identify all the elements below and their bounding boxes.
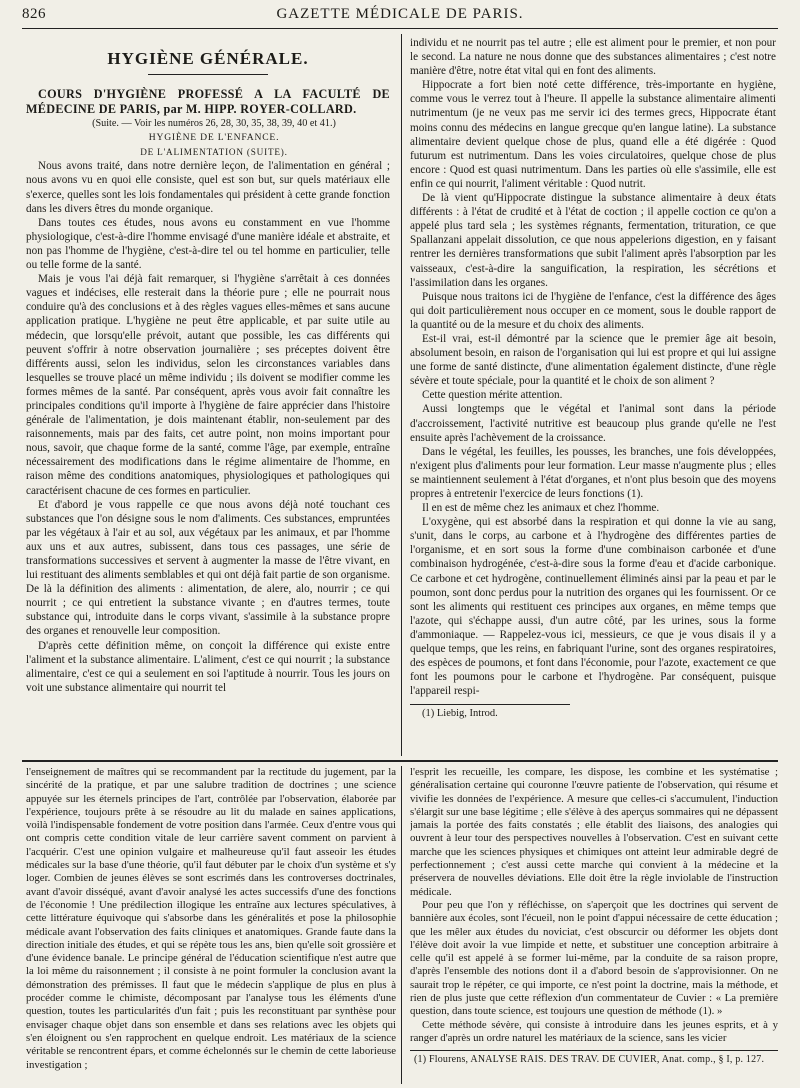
left-paragraph: Nous avons traité, dans notre dernière leçon, de l'alimentation en général ; nous avons vu en quoi elle consiste, quel est son but, sur quels matériaux elle s'exerce, quelles sont les lois fondamentales qui président à cette grande fonction dans les divers êtres du monde organique. (26, 160, 390, 215)
feuilleton-divider (22, 760, 778, 762)
header-rule (22, 28, 778, 29)
feuilleton-paragraph: Pour peu que l'on y réfléchisse, on s'aperçoit que les doctrines qui servent de bannière aux écoles, sont l'écueil, non le point d'appui nécessaire de cette éducation ; que les mêler aux études du noviciat, c'est obscurcir ou déformer les objets dont l'élève doit avoir la vue limpide et nette, et substituer une conception arbitraire à celle qu'il est appelé à se former lui-même, par la conduite de sa raison propre, d'après l'ensemble des notions dont il a d'abord besoin de s'approvisionner. On ne saurait trop le répéter, ce qui importe, ce n'est point la doctrine, mais la méthode, et rien de plus juste que cette réflexion d'un commentateur de Cuvier : « La première question, dans toute science, est toujours une question de méthode (1). » (410, 898, 778, 1018)
right-paragraph: Dans le végétal, les feuilles, les pousses, les branches, une fois développées, n'exigent plus d'aliments pour leur formation. Leur masse n'augmente plus ; elles se maintiennent seulement à l'état d'organes, et n'ont plus besoin que des moyens propres à entretenir l'exercice de leurs fonctions (1). (410, 445, 776, 500)
feuilleton-paragraph: l'enseignement de maîtres qui se recommandent par la rectitude du jugement, par la sincérité de la pratique, et par une salubre tradition de doctrines ; une science appuyée sur les éternels principes de l'art, contrôlée par l'observation, élaborée par l'expérience, toujours prête à se résoudre au lit du malade en saines applications, voilà l'indispensable fondement de votre position dans l'armée. Ceux d'entre vous qui ont compris cette condition vitale de leur carrière savent comment on parvient à l'acquérir. C'est une opinion vulgaire et malheureuse qu'il faut asseoir les études médicales sur la base d'une théorie, qu'il faut débuter par le choix d'un système et s'y loger. Combien de jeunes élèves se sont escrimés dans les controverses doctrinales, avant d'avoir disséqué, avant d'avoir analysé les actes successifs d'une des fonctions de l'économie ! Une prédilection illogique les entraîne aux lectures spéculatives, à cette littérature équivoque qui s'absorbe dans les généralités et pose la philosophie médicale avant l'observation des faits cliniques et anatomiques. Grande faute dans la direction initiale des études, et qui se répète tous les ans, bien qu'elle soit grossière et d'une évidence banale. Le principe général de l'éducation scientifique n'est autre que la loi même du raisonnement ; il consiste à ne point formuler la conclusion avant la démonstration des prémisses. Il faut que le médecin s'applique de plus en plus à procéder comme le chimiste, décomposant par l'analyse tous les éléments d'une question, toutes les particularités d'un fait ; puis les reconstituant par synthèse pour envisager chaque objet dans son ensemble et dans ses relations avec les objets qui s'en éloignent ou s'en rapprochent en quelque endroit. Les matériaux de la science véritable se rencontrent épars, et comme échelonnés sur le chemin de cette laborieuse investigation ; (26, 766, 396, 1071)
subheading-enfance: HYGIÈNE DE L'ENFANCE. (148, 132, 280, 144)
right-paragraph: Aussi longtemps que le végétal et l'animal sont dans la période d'accroissement, l'activité nutritive est beaucoup plus grande qu'elle ne l'est ensuite après l'achèvement de la croissance. (410, 403, 776, 444)
feuilleton-left-column (26, 766, 396, 1084)
right-paragraph: Hippocrate a fort bien noté cette différence, très-importante en hygiène, comme vous le verrez tout à l'heure. Il appelle la substance alimentaire alimenti nutrimentum (je ne veux pas me servir ici des termes grecs, Hippocrate étant moins connu des médecins en langue grecque qu'en langue latine). La substance alimentaire devient quelque chose de plus, quand elle a été digérée : Quod futurum est nutrimentum. Dans les voies circulatoires, quelque chose de plus encore : Quod est quasi nutrimentum. Dans les parties où elle s'assimile, elle est enfin ce qui nourrit, l'aliment véritable : Quod nutrit. (410, 79, 776, 190)
left-paragraph: D'après cette définition même, on conçoit la différence qui existe entre l'aliment et la substance alimentaire. L'aliment, c'est ce qui nourrit ; la substance alimentaire, c'est ce qui a seulement en soi l'aptitude à nourrir. Tous les jours on voit une substance alimentaire qui nourrit tel (26, 639, 390, 694)
page-header (22, 4, 778, 28)
section-title-rule (148, 74, 268, 75)
footnote-rule-top (410, 704, 570, 705)
footnote-flourens: (1) Flourens, ANALYSE RAIS. DES TRAV. DE CUVIER, Anat. comp., § I, p. 127. (414, 1054, 765, 1065)
right-paragraph: Est-il vrai, est-il démontré par la science que le premier âge ait besoin, absolument besoin, en raison de l'organisation qui lui est propre et qui lui assigne une forme de santé distincte, d'une alimentation également distincte, d'une règle sévère et toute spéciale, pour la quantité et le choix de son aliment ? (410, 332, 776, 388)
right-paragraph: Puisque nous traitons ici de l'hygiène de l'enfance, c'est la différence des âges qui doit particulièrement nous occuper en ce moment, sous le double rapport de la quantité ou de la mesure et du choix des aliments. (410, 290, 776, 331)
right-column (410, 36, 776, 701)
left-column (26, 36, 390, 756)
right-paragraph: Il en est de même chez les animaux et chez l'homme. (422, 502, 660, 515)
journal-title: GAZETTE MÉDICALE DE PARIS. (276, 6, 524, 22)
left-paragraph: Mais je vous l'ai déjà fait remarquer, si l'hygiène s'arrêtait à ces données vagues et indécises, elle resterait dans la théorie pure ; elle ne pourrait nous conduire qu'à des conclusions et à des règles vagues elles-mêmes et sans aucune application pratique. L'hygiène ne peut être applicable, et par suite utile au médecin, que lorsqu'elle prévoit, autant que possible, les cas différents qui peuvent s'offrir à notre observation journalière ; ses préceptes doivent être différents aussi, selon les individus, selon les circonstances variables dans lesquelles se trouve placé un même individu ; ils doivent se modifier comme les formes mêmes de la santé. Par conséquent, après vous avoir fait connaître les principales conditions qu'il importe à l'hygiène de faire apprécier dans l'histoire générale de l'alimentation, je dois maintenant établir, non-seulement par des raisonnements, mais par des faits, cet autre point, non moins important pour nous, savoir, que chaque forme de la santé, comme l'âge, par exemple, entraîne nécessairement des modifications dans le régime alimentaire de l'homme, en raison même des conditions anatomiques, physiologiques et pathologiques qui caractérisent chacune de ces formes en particulier. (26, 273, 390, 497)
feuilleton-right-column (410, 766, 778, 1048)
course-title: COURS D'HYGIÈNE PROFESSÉ A LA FACULTÉ DE MÉDECINE DE PARIS, par M. HIPP. ROYER-COLLARD. (26, 87, 390, 117)
left-paragraph: Dans toutes ces études, nous avons eu constamment en vue l'homme physiologique, c'est-à-dire l'homme envisagé d'une manière idéale et abstraite, et non pas l'homme de l'hygiène, c'est-à-dire tel ou tel homme en particulier, telle ou telle forme de la santé. (26, 216, 390, 272)
footnote-rule-bottom (410, 1050, 778, 1051)
footnote-liebig: (1) Liebig, Introd. (422, 708, 498, 719)
column-separator-bottom (401, 766, 402, 1084)
section-title: HYGIÈNE GÉNÉRALE. (107, 49, 309, 68)
feuilleton-paragraph: Cette méthode sévère, qui consiste à introduire dans les jeunes esprits, et à y ranger d'après un ordre naturel les matériaux de la science, sans les vicier (410, 1018, 778, 1044)
right-paragraph: De là vient qu'Hippocrate distingue la substance alimentaire à deux états différents : à l'état de crudité et à l'état de coction ; il appelle coction ce qu'on a appelé plus tard sela ; les systèmes régnants, fermentation, trituration, ce que Spallanzani appelait dissolution, ce que nous appelerions digestion, en y faisant rentrer les dernières transformations que subit l'aliment après l'absorption par les vaisseaux, c'est-à-dire la sanguification, la respiration, les sécrétions et l'assimilation dans les organes. (410, 192, 776, 289)
course-note: (Suite. — Voir les numéros 26, 28, 30, 35, 38, 39, 40 et 41.) (92, 118, 336, 130)
right-paragraph: individu et ne nourrit pas tel autre ; elle est aliment pour le premier, et non pour le second. La nature ne nous donne que des substances alimentaires ; c'est notre manière d'être, notre état vital qui en font des aliments. (410, 37, 776, 78)
column-separator-top (401, 34, 402, 756)
right-paragraph: Cette question mérite attention. (422, 389, 563, 402)
left-paragraph: Et d'abord je vous rappelle ce que nous avons déjà noté touchant ces substances que l'on désigne sous le nom d'aliments. Ces substances, empruntées par les végétaux à l'air et au sol, aux végétaux par les animaux, et par l'homme aux uns et aux autres, subissent, dans tous ces passages, une série de transformations successives et servent à augmenter la masse de l'être vivant, en lui restituant des aliments semblables et qui ont déjà fait partie de son organisme. De là la définition des aliments : alimentation, de alere, alo, nourrir ; ce qui nourrit ; ce qui entretient la substance vivante ; en d'autres termes, toute substance qui, introduite dans le corps vivant, s'assimile à la substance propre des organes et renouvelle leur composition. (26, 498, 390, 638)
subheading-alimentation: DE L'ALIMENTATION (SUITE). (140, 147, 288, 158)
feuilleton-paragraph: l'esprit les recueille, les compare, les dispose, les combine et les systématise ; généralisation certaine qui couronne l'œuvre patiente de l'observation, qui résume et vivifie les données de l'expérience. A mesure que celles-ci s'accumulent, l'induction s'élargit sur une base légitime ; elle s'élève à des aperçus sommaires qui ne dépassent jamais la portée des faits constatés ; elle établit des liaisons, des analogies qui ouvrent à leur tour des perspectives nouvelles à l'observation. C'est en suivant cette marche que les sciences physiques et chimiques ont atteint leur admirable degré de perfectionnement ; c'est aussi cette marche qui convient à la médecine et la préservera de nouvelles déviations. Elle doit être la règle inviolable de l'instruction médicale. (410, 766, 778, 898)
page-number: 826 (22, 6, 46, 22)
right-paragraph: L'oxygène, qui est absorbé dans la respiration et qui donne la vie au sang, s'unit, dans le corps, au carbone et à l'hydrogène des différentes parties de l'organisme, et en sort sous la forme d'une combinaison carbonée et d'une combinaison hydrogénée, c'est-à-dire sous la forme d'eau et d'acide carbonique. Ce carbone et cet hydrogène, continuellement éliminés ainsi par la peau et par le poumon, sont donc perdus pour la nutrition des organes qui les fournissent. Or ce sont les aliments qui restituent ces principes aux organes, en même temps que l'azote, qui s'échappe aussi, d'un autre côté, par les urines, sous la forme d'ammoniaque. — Rappelez-vous ici, messieurs, ce que je vous disais il y a quelque temps, que les reins, en fabriquant l'urine, sont des organes respiratoires, des espèces de poumons, et font dans l'économie, pour l'azote, exactement ce que font les poumons pour le carbone et l'hydrogène. Par conséquent, puisque l'appareil respi- (410, 516, 776, 698)
